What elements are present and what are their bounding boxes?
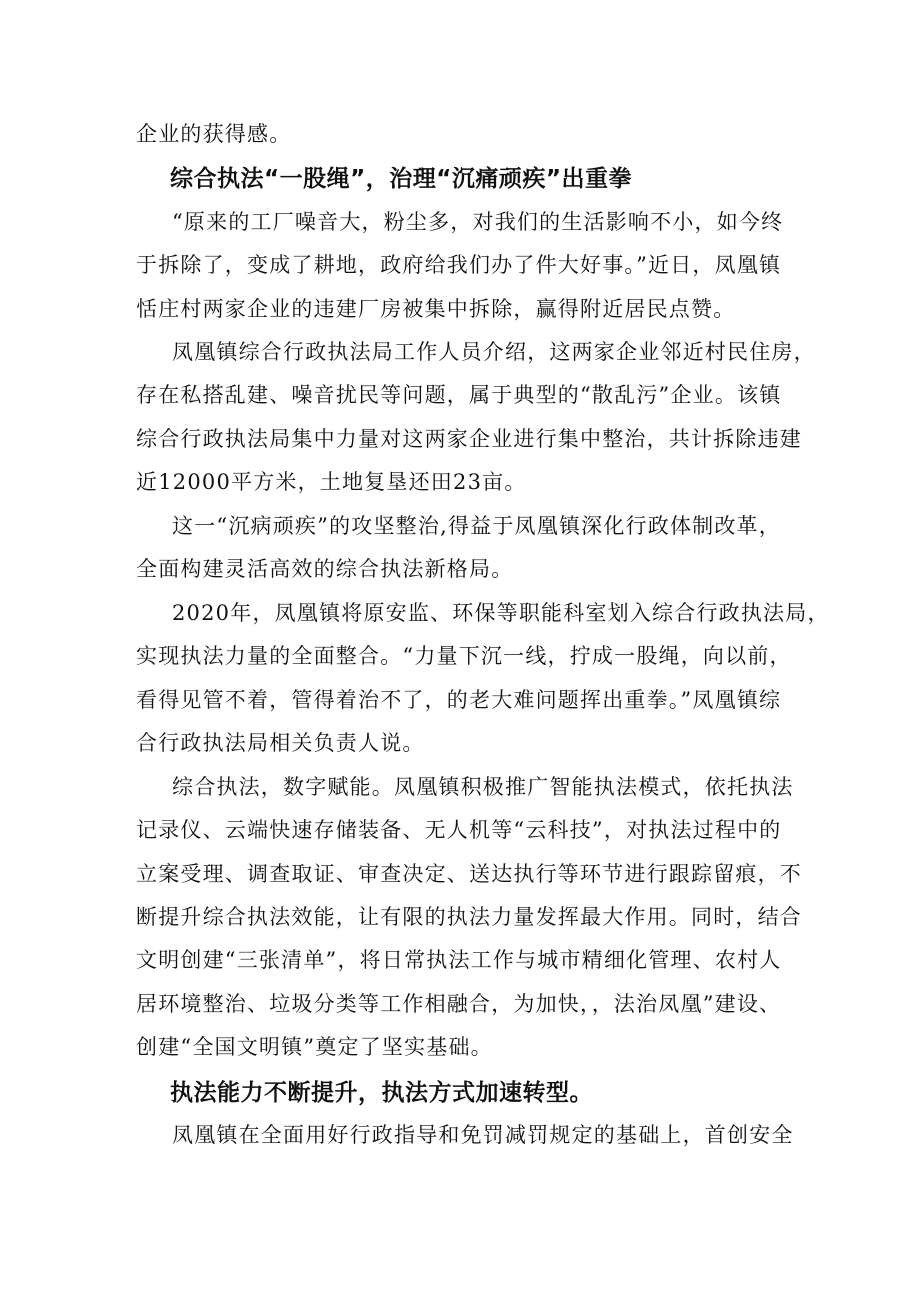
text-line: 文明创建“三张清单”，将日常执法工作与城市精细化管理、农村人 xyxy=(136,948,782,972)
text-line: 凤凰镇在全面用好行政指导和免罚减罚规定的基础上，首创安全 xyxy=(172,1123,794,1147)
text-line: 综合执法，数字赋能。凤凰镇积极推广智能执法模式，依托执法 xyxy=(172,775,794,799)
text-line: 这一“沉病顽疾”的攻坚整治,得益于凤凰镇深化行政体制改革， xyxy=(172,514,781,538)
section-heading: 综合执法“一股绳”，治理“沉痛顽疾”出重拳 xyxy=(170,166,632,192)
text-line: 立案受理、调查取证、审查决定、送达执行等环节进行跟踪留痕，不 xyxy=(136,862,802,886)
text-line: 于拆除了，变成了耕地，政府给我们办了件大好事。”近日，凤凰镇 xyxy=(136,253,782,277)
text-line: “原来的工厂噪音大，粉尘多，对我们的生活影响不小，如今终 xyxy=(172,210,784,234)
section-heading: 执法能力不断提升，执法方式加速转型。 xyxy=(170,1080,593,1106)
text-line: 综合行政执法局集中力量对这两家企业进行集中整治，共计拆除违建 xyxy=(136,427,802,451)
text-line: 断提升综合执法效能，让有限的执法力量发挥最大作用。同时，结合 xyxy=(136,905,802,929)
text-line: 实现执法力量的全面整合。“力量下沉一线，拧成一股绳，向以前， xyxy=(136,644,792,668)
text-line: 记录仪、云端快速存储装备、无人机等“云科技”，对执法过程中的 xyxy=(136,818,782,842)
text-line: 凤凰镇综合行政执法局工作人员介绍，这两家企业邻近村民住房， xyxy=(172,340,816,364)
text-line: 创建“全国文明镇”奠定了坚实基础。 xyxy=(136,1035,493,1059)
text-line: 居环境整治、垃圾分类等工作相融合，为加快，，法治凤凰”建设、 xyxy=(136,992,782,1016)
text-line: 看得见管不着，管得着治不了，的老大难问题挥出重拳。”凤凰镇综 xyxy=(136,688,782,712)
text-line: 恬庄村两家企业的违建厂房被集中拆除，赢得附近居民点赞。 xyxy=(136,297,736,321)
text-line: 2020年，凤凰镇将原安监、环保等职能科室划入综合行政执法局， xyxy=(172,601,830,625)
text-line: 存在私搭乱建、噪音扰民等问题，属于典型的“散乱污”企业。该镇 xyxy=(136,383,782,407)
text-line: 近12000平方米，土地复垦还田23亩。 xyxy=(136,470,527,494)
text-line: 全面构建灵活高效的综合执法新格局。 xyxy=(136,557,514,581)
text-line: 企业的获得感。 xyxy=(136,122,292,146)
text-line: 合行政执法局相关负责人说。 xyxy=(136,731,425,755)
